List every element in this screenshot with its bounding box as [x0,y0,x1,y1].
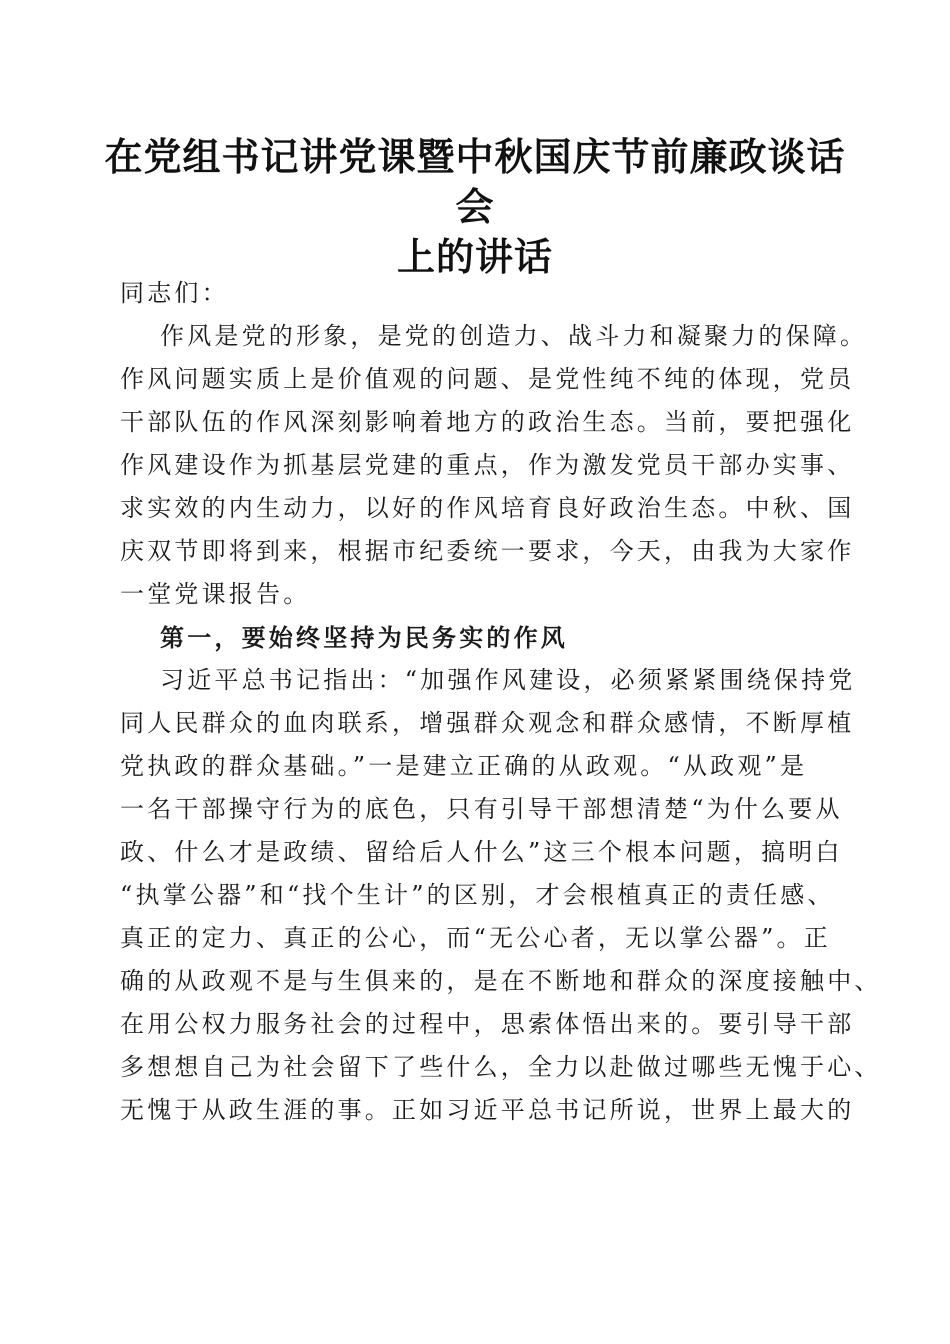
paragraph-line: 作风建设作为抓基层党建的重点，作为激发党员干部办实事、 [120,451,855,479]
paragraph-line: 作风是党的形象，是党的创造力、战斗力和凝聚力的保障。 [160,322,868,350]
paragraph-line: 作风问题实质上是价值观的问题、是党性纯不纯的体现，党员 [120,365,855,393]
paragraph-line: 政、什么才是政绩、留给后人什么”这三个根本问题，搞明白 [120,838,843,866]
paragraph-line: 一名干部操守行为的底色，只有引导干部想清楚“为什么要从 [120,795,843,823]
paragraph-line: 党执政的群众基础。”一是建立正确的从政观。“从政观”是 [120,752,808,780]
paragraph-line: 真正的定力、真正的公心，而“无公心者，无以掌公器”。正 [120,924,831,952]
section-heading-1: 第一，要始终坚持为民务实的作风 [160,623,568,652]
paragraph-line: 在用公权力服务社会的过程中，思索体悟出来的。要引导干部 [120,1010,855,1038]
paragraph-line: 多想想自己为社会留下了些什么，全力以赴做过哪些无愧于心、 [120,1053,882,1081]
paragraph-line: 习近平总书记指出：“加强作风建设，必须紧紧围绕保持党 [160,666,856,694]
paragraph-line: 干部队伍的作风深刻影响着地方的政治生态。当前，要把强化 [120,408,855,436]
document-body [120,272,882,1132]
salutation: 同志们： [120,279,229,307]
paragraph-line: 求实效的内生动力，以好的作风培育良好政治生态。中秋、国 [120,494,855,522]
paragraph-2 [120,659,882,1132]
document-title [100,132,850,282]
title-line-1: 在党组书记讲党课暨中秋国庆节前廉政谈话会 [104,134,846,229]
paragraph-line: 一堂党课报告。 [120,580,311,608]
paragraph-line: 无愧于从政生涯的事。正如习近平总书记所说，世界上最大的 [120,1096,855,1124]
paragraph-1 [120,315,868,616]
paragraph-line: 同人民群众的血肉联系，增强群众观念和群众感情，不断厚植 [120,709,855,737]
paragraph-line: “执掌公器”和“找个生计”的区别，才会根植真正的责任感、 [120,881,835,909]
paragraph-line: 确的从政观不是与生俱来的，是在不断地和群众的深度接触中、 [120,967,882,995]
title-line-2: 上的讲话 [396,234,553,279]
paragraph-line: 庆双节即将到来，根据市纪委统一要求，今天，由我为大家作 [120,537,855,565]
